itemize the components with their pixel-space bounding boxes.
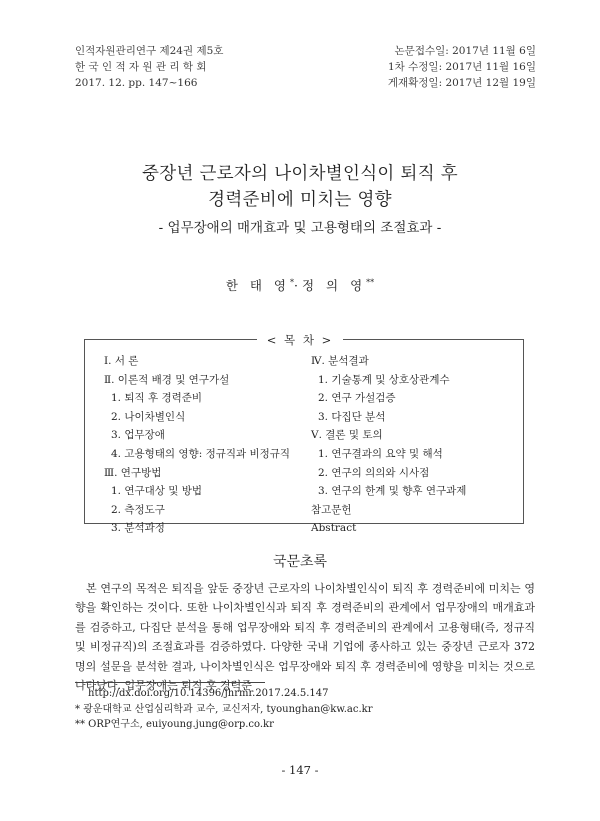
page-number: - 147 -: [281, 763, 319, 777]
toc-item: 3. 다집단 분석: [318, 410, 386, 423]
abstract-body: [75, 579, 535, 695]
toc-item: 1. 퇴직 후 경력준비: [111, 392, 203, 405]
toc-label: < 목 차 >: [0, 332, 600, 348]
accepted-date: 게재확정일: 2017년 12월 19일: [387, 77, 536, 89]
toc-item: 2. 측정도구: [111, 503, 165, 516]
toc-item: 3. 연구의 한계 및 향후 연구과제: [318, 485, 467, 498]
author-separator: ·: [294, 278, 302, 293]
author-2-mark: **: [366, 277, 375, 287]
abstract-text: 본 연구의 목적은 퇴직을 앞둔 중장년 근로자의 나이차별인식이 퇴직 후 경력준비에 미치는 영향을 확인하는 것이다. 또한 나이차별인식과 퇴직 후 경력준비의 관계에서 업무장애의 매개효과를 검증하고, 다집단 분석을 통해 업무장애와 퇴직 후 경력준비의 관계에서 고용형태(즉, 정규직 및 비정규직)의 조절효과를 검증하였다. 다양한 국내 기업에 종사하고 있는 중장년 근로자 372명의 설문을 분석한 결과, 나이차별인식은 업무장애와 퇴직 후 경력준비에 영향을 미치는 것으로 나타났다. 업무장애는 퇴직 후 경력준: [75, 582, 535, 693]
toc-item: 2. 나이차별인식: [111, 410, 186, 423]
footnotes: [75, 686, 372, 733]
toc-item: 2. 연구 가설검증: [318, 392, 396, 405]
author-2: 정 의 영: [301, 278, 367, 293]
paper-title-line-2: 경력준비에 미치는 영향: [208, 190, 392, 210]
footnote-divider: [75, 682, 265, 683]
revised-date: 1차 수정일: 2017년 11월 16일: [387, 61, 536, 73]
toc-item: Ⅳ. 분석결과: [311, 355, 369, 367]
author-1: 한 태 영: [225, 278, 290, 293]
toc-item: 3. 업무장애: [111, 429, 165, 442]
abstract-heading: 국문초록: [272, 554, 328, 570]
toc-item: Ⅱ. 이론적 배경 및 연구가설: [104, 373, 230, 386]
toc-item: 1. 연구결과의 요약 및 해석: [318, 447, 443, 460]
paper-title-line-1: 중장년 근로자의 나이차별인식이 퇴직 후: [142, 164, 458, 184]
footnote-author-2: ** ORP연구소, euiyoung.jung@orp.co.kr: [75, 719, 274, 730]
author-1-mark: *: [290, 277, 294, 287]
author-line: [0, 276, 600, 294]
received-date: 논문접수일: 2017년 11월 6일: [394, 45, 536, 57]
toc-item: 4. 고용형태의 영향: 정규직과 비정규직: [111, 447, 291, 460]
submission-dates: [388, 43, 536, 91]
toc-left-column: [104, 352, 290, 538]
toc-item: 참고문헌: [311, 503, 352, 516]
toc-item: Ⅲ. 연구방법: [104, 466, 162, 479]
footnote-author-1: * 광운대학교 산업심리학과 교수, 교신저자, tyounghan@kw.ac.kr: [75, 703, 373, 715]
paper-subtitle: - 업무장애의 매개효과 및 고용형태의 조절효과 -: [158, 220, 442, 236]
journal-name: 인적자원관리연구 제24권 제5호: [75, 45, 224, 57]
toc-item: Abstract: [311, 522, 357, 535]
toc-item: 2. 연구의 의의와 시사점: [318, 466, 430, 479]
society-name: 한 국 인 적 자 원 관 리 학 회: [75, 61, 207, 73]
toc-item: Ⅰ. 서 론: [104, 355, 139, 367]
toc-item: 1. 연구대상 및 방법: [111, 485, 203, 498]
doi-link[interactable]: http://dx.doi.org/10.14396/jhrmr.2017.24.5.147: [88, 688, 329, 699]
toc-item: 1. 기술통계 및 상호상관계수: [318, 373, 450, 386]
journal-header: [75, 43, 223, 91]
toc-item: 3. 분석과정: [111, 522, 165, 535]
toc-item: Ⅴ. 결론 및 토의: [311, 429, 383, 442]
toc-right-column: [311, 352, 466, 538]
issue-pages: 2017. 12. pp. 147~166: [75, 77, 198, 89]
